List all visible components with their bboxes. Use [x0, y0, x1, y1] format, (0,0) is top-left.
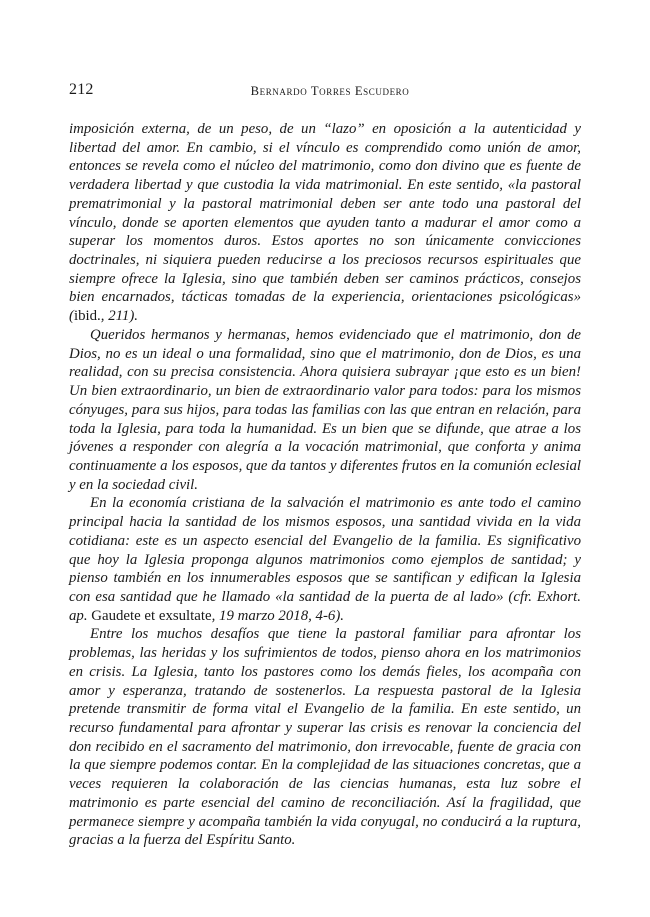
- citation-gaudete: Gaudete et exsultate: [91, 607, 212, 624]
- paragraph-1: [69, 120, 581, 326]
- paragraph-3-end: , 19 marzo 2018, 4-6).: [211, 607, 344, 624]
- paragraph-4: Entre los muchos desafíos que tiene la pastoral familiar para afrontar los problemas, las heridas y los sufrimientos de todos, pienso ahora en los matrimonios en crisis. La Iglesia, tanto los pastores como los demás fieles, los acompaña con amor y esperanza, tratando de sostenerlos. La respuesta pastoral de la Iglesia pretende transmitir de forma vital el Evangelio de la familia. En este sentido, un recurso fundamental para afrontar y superar las crisis es renovar la conciencia del don recibido en el sacramento del matrimonio, don irrevocable, fuente de gracia con la que siempre podemos contar. En la complejidad de las situaciones concretas, que a veces requieren la colaboración de las ciencias humanas, esta luz sobre el matrimonio es parte esencial del camino de reconciliación. Así la fragilidad, que permanece siempre y acompaña también la vida conyugal, no conducirá a la ruptura, gracias a la fuerza del Espíritu Santo.: [69, 626, 581, 849]
- paragraph-3-text: En la economía cristiana de la salvación el matrimonio es ante todo el camino principal hacia la santidad de los mismos esposos, una santidad vivida en la vida cotidiana: este es un aspecto esencial del Evangelio de la familia. Es significativo que hoy la Iglesia proponga algunos matrimonios como ejemplos de santidad; y pienso también en los innumerables esposos que se santifican y edifican la Iglesia con esa santidad que he llamado «la santidad de la puerta de al lado» (cfr. Exhort. ap.: [69, 495, 581, 624]
- paragraph-1-text: imposición externa, de un peso, de un “lazo” en oposición a la autenticidad y libertad del amor. En cambio, si el vínculo es comprendido como unión de amor, entonces se revela como el núcleo del matrimonio, como don divino que es fuente de verdadera libertad y que custodia la vida matrimonial. En este sentido, «la pastoral prematrimonial y la pastoral matrimonial deben ser ante todo una pastoral del vínculo, donde se aporten elementos que ayuden tanto a madurar el amor como a superar los momentos duros. Estos aportes no son únicamente convicciones doctrinales, ni siquiera pueden reducirse a los preciosos recursos espirituales que siempre ofrece la Iglesia, sino que también deben ser caminos prácticos, consejos bien encarnados, tácticas tomadas de la experiencia, orientaciones psicológicas» (: [69, 121, 581, 325]
- paragraph-3: [69, 494, 581, 625]
- running-head: Bernardo Torres Escudero: [250, 84, 410, 98]
- paragraph-2: Queridos hermanos y hermanas, hemos evidenciado que el matrimonio, don de Dios, no es un ideal o una formalidad, sino que el matrimonio, don de Dios, es una realidad, con su precisa consistencia. Ahora quisiera subrayar ¡que esto es un bien! Un bien extraordinario, un bien de extraordinario valor para todos: para los mismos cónyuges, para sus hijos, para todas las familias con las que entran en relación, para toda la Iglesia, para toda la humanidad. Es un bien que se difunde, que atrae a los jóvenes a responder con alegría a la vocación matrimonial, que conforta y anima continuamente a los esposos, que da tantos y diferentes frutos en la comunión eclesial y en la sociedad civil.: [69, 326, 581, 493]
- page-number: 212: [69, 81, 94, 98]
- citation-ibid: ibid.: [73, 308, 101, 325]
- body-text: [69, 120, 581, 850]
- paragraph-1-end: , 211).: [100, 308, 139, 325]
